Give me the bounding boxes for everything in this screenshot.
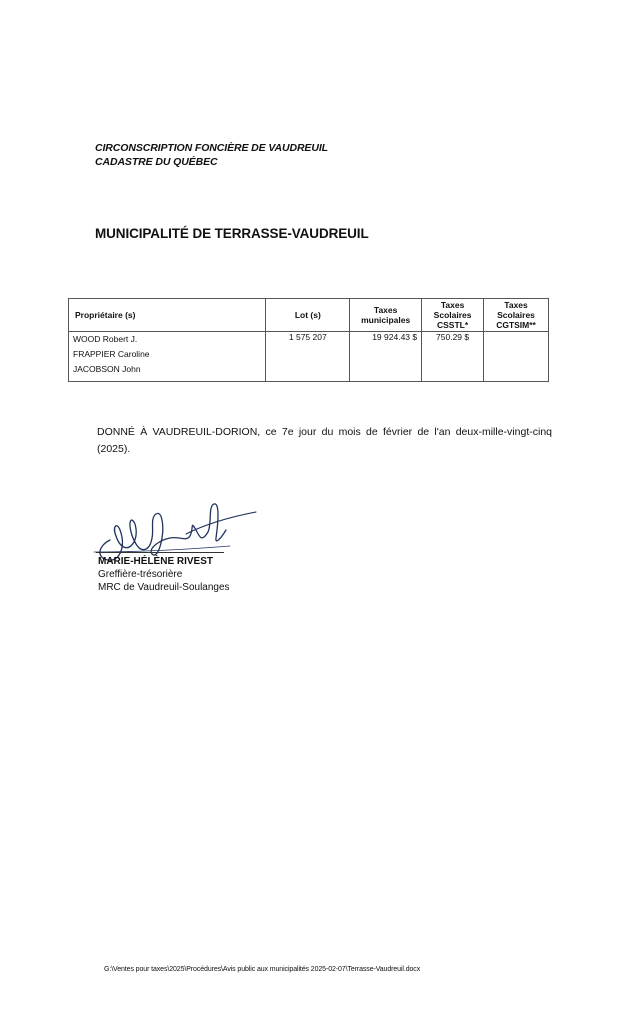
header-csstl [422, 299, 484, 332]
owner-name: WOOD Robert J. [73, 334, 138, 344]
cell-owners [69, 332, 266, 382]
cell-cgtsim-tax [484, 332, 549, 382]
header-lot: Lot (s) [266, 299, 350, 332]
page-title: MUNICIPALITÉ DE TERRASSE-VAUDREUIL [95, 226, 369, 241]
cell-csstl-tax: 750.29 $ [422, 332, 484, 382]
signatory-role: Greffière-trésorière [98, 569, 183, 580]
header-cgtsim [484, 299, 549, 332]
header-csstl-line1: Taxes [440, 300, 465, 310]
header-cgtsim-line1: Taxes [504, 300, 528, 310]
cell-municipal-tax: 19 924.43 $ [350, 332, 422, 382]
header-cgtsim-line2: Scolaires [497, 310, 535, 320]
header-csstl-line2: Scolaires [433, 310, 472, 320]
signatory-organization: MRC de Vaudreuil-Soulanges [98, 582, 230, 593]
file-path-footer: G:\Ventes pour taxes\2025\Procédures\Avis public aux municipalités 2025-02-07\Terrasse-Vaudreuil.docx [104, 966, 421, 973]
signature-block [98, 555, 230, 594]
header-municipal-line1: Taxes [373, 305, 398, 315]
signatory-name: MARIE-HÉLÈNE RIVEST [98, 556, 214, 567]
header-owner: Propriétaire (s) [69, 299, 266, 332]
owner-name: FRAPPIER Caroline [73, 349, 150, 359]
owner-name: JACOBSON John [73, 364, 141, 374]
given-statement: DONNÉ À VAUDREUIL-DORION, ce 7e jour du mois de février de l'an deux-mille-vingt-cinq (2025). [97, 426, 552, 455]
header-municipal [350, 299, 422, 332]
tax-table [68, 298, 549, 382]
header-block [95, 141, 328, 169]
table-row [69, 332, 549, 382]
header-line-circonscription: CIRCONSCRIPTION FONCIÈRE DE VAUDREUIL [95, 142, 328, 154]
signature-line [96, 552, 224, 553]
header-cgtsim-line3: CGTSIM** [496, 320, 536, 330]
header-municipal-line2: municipales [361, 315, 411, 325]
header-line-cadastre: CADASTRE DU QUÉBEC [95, 156, 218, 168]
header-csstl-line3: CSSTL* [436, 320, 469, 330]
table-header-row [69, 299, 549, 332]
cell-lot: 1 575 207 [266, 332, 350, 382]
